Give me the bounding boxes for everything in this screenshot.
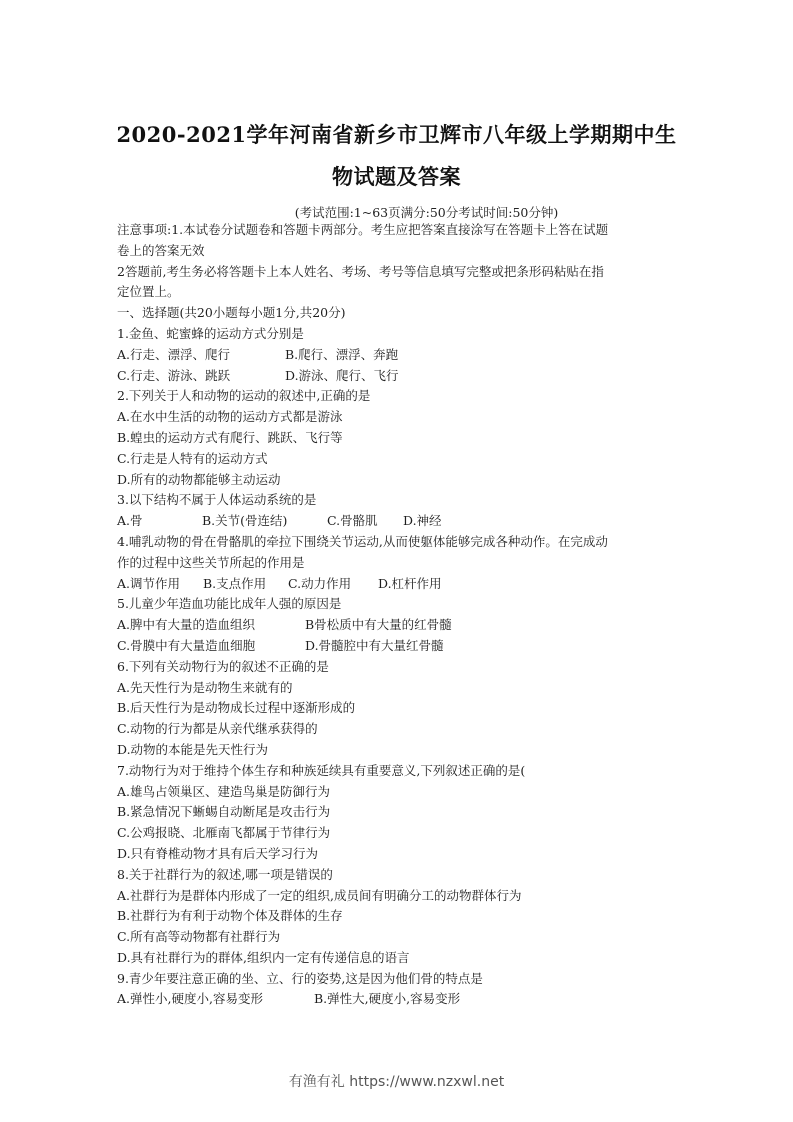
question-stem: 作的过程中这些关节所起的作用是 <box>117 554 305 570</box>
option-b: B.弹性大,硬度小,容易变形 <box>314 991 461 1007</box>
question-stem: 6.下列有关动物行为的叙述不正确的是 <box>117 658 329 674</box>
document-title-line2: 物试题及答案 <box>332 164 461 189</box>
question-stem: 2.下列关于人和动物的运动的叙述中,正确的是 <box>117 388 371 404</box>
question-stem: 3.以下结构不属于人体运动系统的是 <box>117 492 317 508</box>
notice-line: 注意事项:1.本试卷分试题卷和答题卡两部分。考生应把答案直接涂写在答题卡上答在试题 <box>117 222 609 237</box>
notice-line: 卷上的答案无效 <box>117 242 205 258</box>
option-c: C.骨骼肌 <box>327 513 378 529</box>
option-d: D.神经 <box>403 513 442 529</box>
option-d: D.只有脊椎动物才具有后天学习行为 <box>117 845 319 861</box>
option-d: D.具有社群行为的群体,组织内一定有传递信息的语言 <box>117 949 410 965</box>
option-d: D.动物的本能是先天性行为 <box>117 741 269 757</box>
option-row <box>117 345 687 366</box>
option-c: C.行走、游泳、跳跃 <box>117 367 231 383</box>
option-a: A.雄鸟占领巢区、建造鸟巢是防御行为 <box>117 783 331 799</box>
option-b: B.紧急情况下蜥蜴自动断尾是攻击行为 <box>117 804 331 820</box>
option-row <box>117 574 687 595</box>
option-b: B.支点作用 <box>203 575 267 591</box>
exam-info: (考试范围:1~63页满分:50分考试时间:50分钟) <box>294 205 559 220</box>
option-c: C.所有高等动物都有社群行为 <box>117 929 281 945</box>
option-b: B.蝗虫的运动方式有爬行、跳跃、飞行等 <box>117 429 343 445</box>
option-a: A.调节作用 <box>117 575 181 591</box>
document-title-line1: 2020-2021学年河南省新乡市卫辉市八年级上学期期中生 <box>116 122 677 147</box>
question-stem: 9.青少年要注意正确的坐、立、行的姿势,这是因为他们骨的特点是 <box>117 970 483 986</box>
option-row <box>117 366 687 387</box>
option-a: A.弹性小,硬度小,容易变形 <box>117 991 263 1007</box>
option-c: C.动物的行为都是从亲代继承获得的 <box>117 721 318 737</box>
document-body <box>117 220 687 1010</box>
option-d: D.游泳、爬行、飞行 <box>285 367 399 383</box>
question-stem: 4.哺乳动物的骨在骨骼肌的牵拉下围绕关节运动,从而使躯体能够完成各种动作。在完成动 <box>117 533 608 549</box>
option-d: D.所有的动物都能够主动运动 <box>117 471 281 487</box>
option-c: C.骨膜中有大量造血细胞 <box>117 637 256 653</box>
option-a: A.在水中生活的动物的运动方式都是游泳 <box>117 409 343 425</box>
watermark-footer: 有渔有礼 https://www.nzxwl.net <box>288 1074 505 1090</box>
question-stem: 8.关于社群行为的叙述,哪一项是错误的 <box>117 866 333 882</box>
option-b: B.社群行为有利于动物个体及群体的生存 <box>117 908 343 924</box>
option-a: A.骨 <box>117 513 143 529</box>
option-row <box>117 511 687 532</box>
option-a: A.先天性行为是动物生来就有的 <box>117 679 293 695</box>
option-c: C.行走是人特有的运动方式 <box>117 450 268 466</box>
option-b: B.爬行、漂浮、奔跑 <box>285 346 399 362</box>
option-a: A.行走、漂浮、爬行 <box>117 346 231 362</box>
option-row <box>117 636 687 657</box>
notice-line: 2答题前,考生务必将答题卡上本人姓名、考场、考号等信息填写完整或把条形码粘贴在指 <box>117 263 604 279</box>
option-a: A.脾中有大量的造血组织 <box>117 617 256 633</box>
option-b: B.后天性行为是动物成长过程中逐渐形成的 <box>117 700 356 716</box>
option-c: C.动力作用 <box>288 575 352 591</box>
notice-line: 定位置上。 <box>117 284 180 300</box>
option-a: A.社群行为是群体内形成了一定的组织,成员间有明确分工的动物群体行为 <box>117 887 522 903</box>
option-row <box>117 989 687 1010</box>
question-stem: 1.金鱼、蛇蜜蜂的运动方式分别是 <box>117 325 304 341</box>
section-heading: 一、选择题(共20小题每小题1分,共20分) <box>117 305 346 321</box>
option-d: D.杠杆作用 <box>378 575 442 591</box>
option-row <box>117 615 687 636</box>
question-stem: 5.儿童少年造血功能比成年人强的原因是 <box>117 596 342 612</box>
option-b: B.关节(骨连结) <box>202 513 288 529</box>
option-c: C.公鸡报晓、北雁南飞都属于节律行为 <box>117 825 331 841</box>
option-d: D.骨髓腔中有大量红骨髓 <box>305 637 444 653</box>
question-stem: 7.动物行为对于维持个体生存和种族延续具有重要意义,下列叙述正确的是( <box>117 762 526 778</box>
option-b: B骨松质中有大量的红骨髓 <box>305 617 452 633</box>
